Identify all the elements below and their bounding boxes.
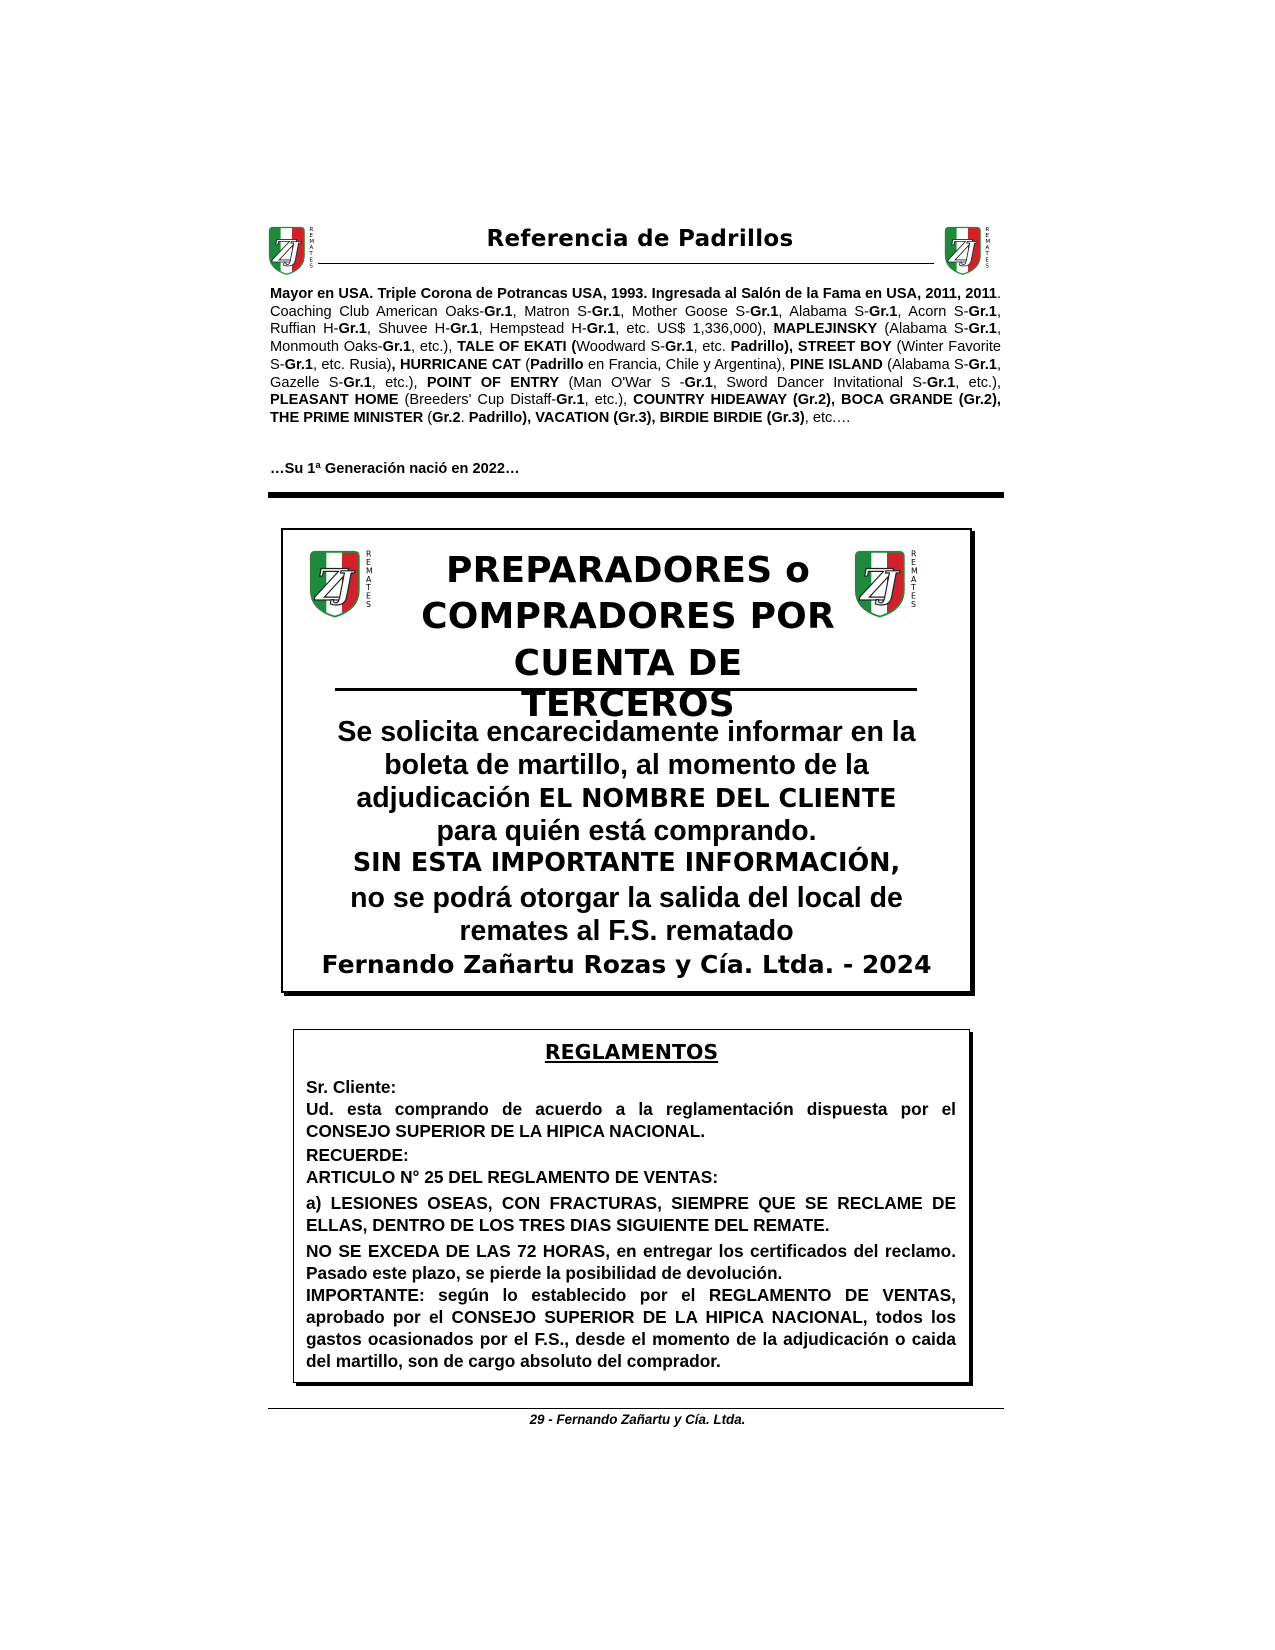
horse-name: PINE ISLAND xyxy=(789,356,883,373)
footer-divider xyxy=(268,1408,1004,1409)
horse-name: HURRICANE CAT xyxy=(399,356,521,373)
horse-name: PLEASANT HOME xyxy=(270,392,399,409)
notice-title-line-2: COMPRADORES POR xyxy=(421,596,835,637)
horse-name: STREET BOY xyxy=(797,339,892,356)
rules-recuerde: RECUERDE: xyxy=(306,1145,409,1165)
rules-title: REGLAMENTOS xyxy=(544,1040,719,1064)
notice-line: adjudicación EL NOMBRE DEL CLIENTE xyxy=(356,782,897,814)
stallion-reference-paragraph: Mayor en USA. Triple Corona de Potrancas USA, 1993. Ingresada al Salón de la Fama en USA, 2011, 2011. Coaching Club American Oaks-Gr.1, Matron S-Gr.1, Mother Goose S-Gr.1, Alabama S-Gr.1, Acorn S-Gr.1, Ruffian H-Gr.1, Shuvee H-Gr.1, Hempstead H-Gr.1, etc. US$ 1,336,000), MAPLEJINSKY (Alabama S-Gr.1, Monmouth Oaks-Gr.1, etc.), TALE OF EKATI (Woodward S-Gr.1, etc. Padrillo), STREET BOY (Winter Favorite S-Gr.1, etc. Rusia), HURRICANE CAT (Padrillo en Francia, Chile y Argentina), PINE ISLAND (Alabama S-Gr.1, Gazelle S-Gr.1, etc.), POINT OF ENTRY (Man O'War S -Gr.1, Sword Dancer Invitational S-Gr.1, etc.), PLEASANT HOME (Breeders' Cup Distaff-Gr.1, etc.), COUNTRY HIDEAWAY (Gr.2), BOCA GRANDE (Gr.2), THE PRIME MINISTER (Gr.2. Padrillo), VACATION (Gr.3), BIRDIE BIRDIE (Gr.3), etc.… xyxy=(270,286,1002,426)
rules-item-a: a) LESIONES OSEAS, CON FRACTURAS, SIEMPRE QUE SE RECLAME DE ELLAS, DENTRO DE LOS TRES DIAS SIGUIENTE DEL REMATE. xyxy=(306,1193,956,1235)
page-title: Referencia de Padrillos xyxy=(486,226,794,252)
horse-name: COUNTRY HIDEAWAY ( xyxy=(633,392,798,409)
notice-line: para quién está comprando. xyxy=(436,815,817,847)
notice-company-line: Fernando Zañartu Rozas y Cía. Ltda. - 2024 xyxy=(321,950,932,979)
horse-name: POINT OF ENTRY xyxy=(426,374,560,391)
horse-name: BOCA GRANDE ( xyxy=(841,392,964,409)
section-divider xyxy=(268,492,1004,498)
notice-line: Se solicita encarecidamente informar en la xyxy=(337,716,916,748)
notice-title-line-3: CUENTA DE TERCEROS xyxy=(513,643,743,725)
rules-box xyxy=(293,1029,970,1383)
notice-line: boleta de martillo, al momento de la xyxy=(384,749,869,781)
logo-right xyxy=(942,224,994,276)
rules-important: IMPORTANTE: según lo establecido por el REGLAMENTO DE VENTAS, aprobado por el CONSEJO SUPERIOR DE LA HIPICA NACIONAL, todos los gastos ocasionados por el F.S., desde el momento de la adjudicación o caida del martillo, son de cargo absoluto del comprador. xyxy=(306,1285,956,1371)
rules-intro: Ud. esta comprando de acuerdo a la reglamentación dispuesta por el CONSEJO SUPERIOR DE LA HIPICA NACIONAL. xyxy=(306,1099,956,1141)
notice-divider xyxy=(335,688,917,691)
horse-name: THE PRIME MINISTER xyxy=(270,409,424,426)
horse-name: VACATION ( xyxy=(535,409,619,426)
rules-deadline: NO SE EXCEDA DE LAS 72 HORAS, en entregar los certificados del reclamo. Pasado este plazo, se pierde la posibilidad de devolución. xyxy=(306,1241,956,1283)
generation-note: …Su 1ª Generación nació en 2022… xyxy=(270,461,520,477)
notice-line: SIN ESTA IMPORTANTE INFORMACIÓN, xyxy=(352,848,901,878)
horse-name: BIRDIE BIRDIE ( xyxy=(659,409,772,426)
rules-article: ARTICULO N° 25 DEL REGLAMENTO DE VENTAS: xyxy=(306,1167,719,1187)
logo-left xyxy=(266,224,318,276)
notice-logo-right xyxy=(851,547,923,619)
rules-greeting: Sr. Cliente: xyxy=(306,1077,397,1097)
horse-name: TALE OF EKATI ( xyxy=(457,339,577,356)
notice-line: no se podrá otorgar la salida del local de xyxy=(350,882,903,914)
notice-title-line-1: PREPARADORES o xyxy=(445,550,810,591)
buyers-notice-box xyxy=(281,528,972,993)
notice-logo-left xyxy=(306,547,378,619)
horse-name: MAPLEJINSKY xyxy=(773,321,878,338)
page-footer: 29 - Fernando Zañartu y Cía. Ltda. xyxy=(529,1412,746,1427)
notice-line: remates al F.S. rematado xyxy=(459,915,794,947)
header-divider xyxy=(318,263,934,264)
